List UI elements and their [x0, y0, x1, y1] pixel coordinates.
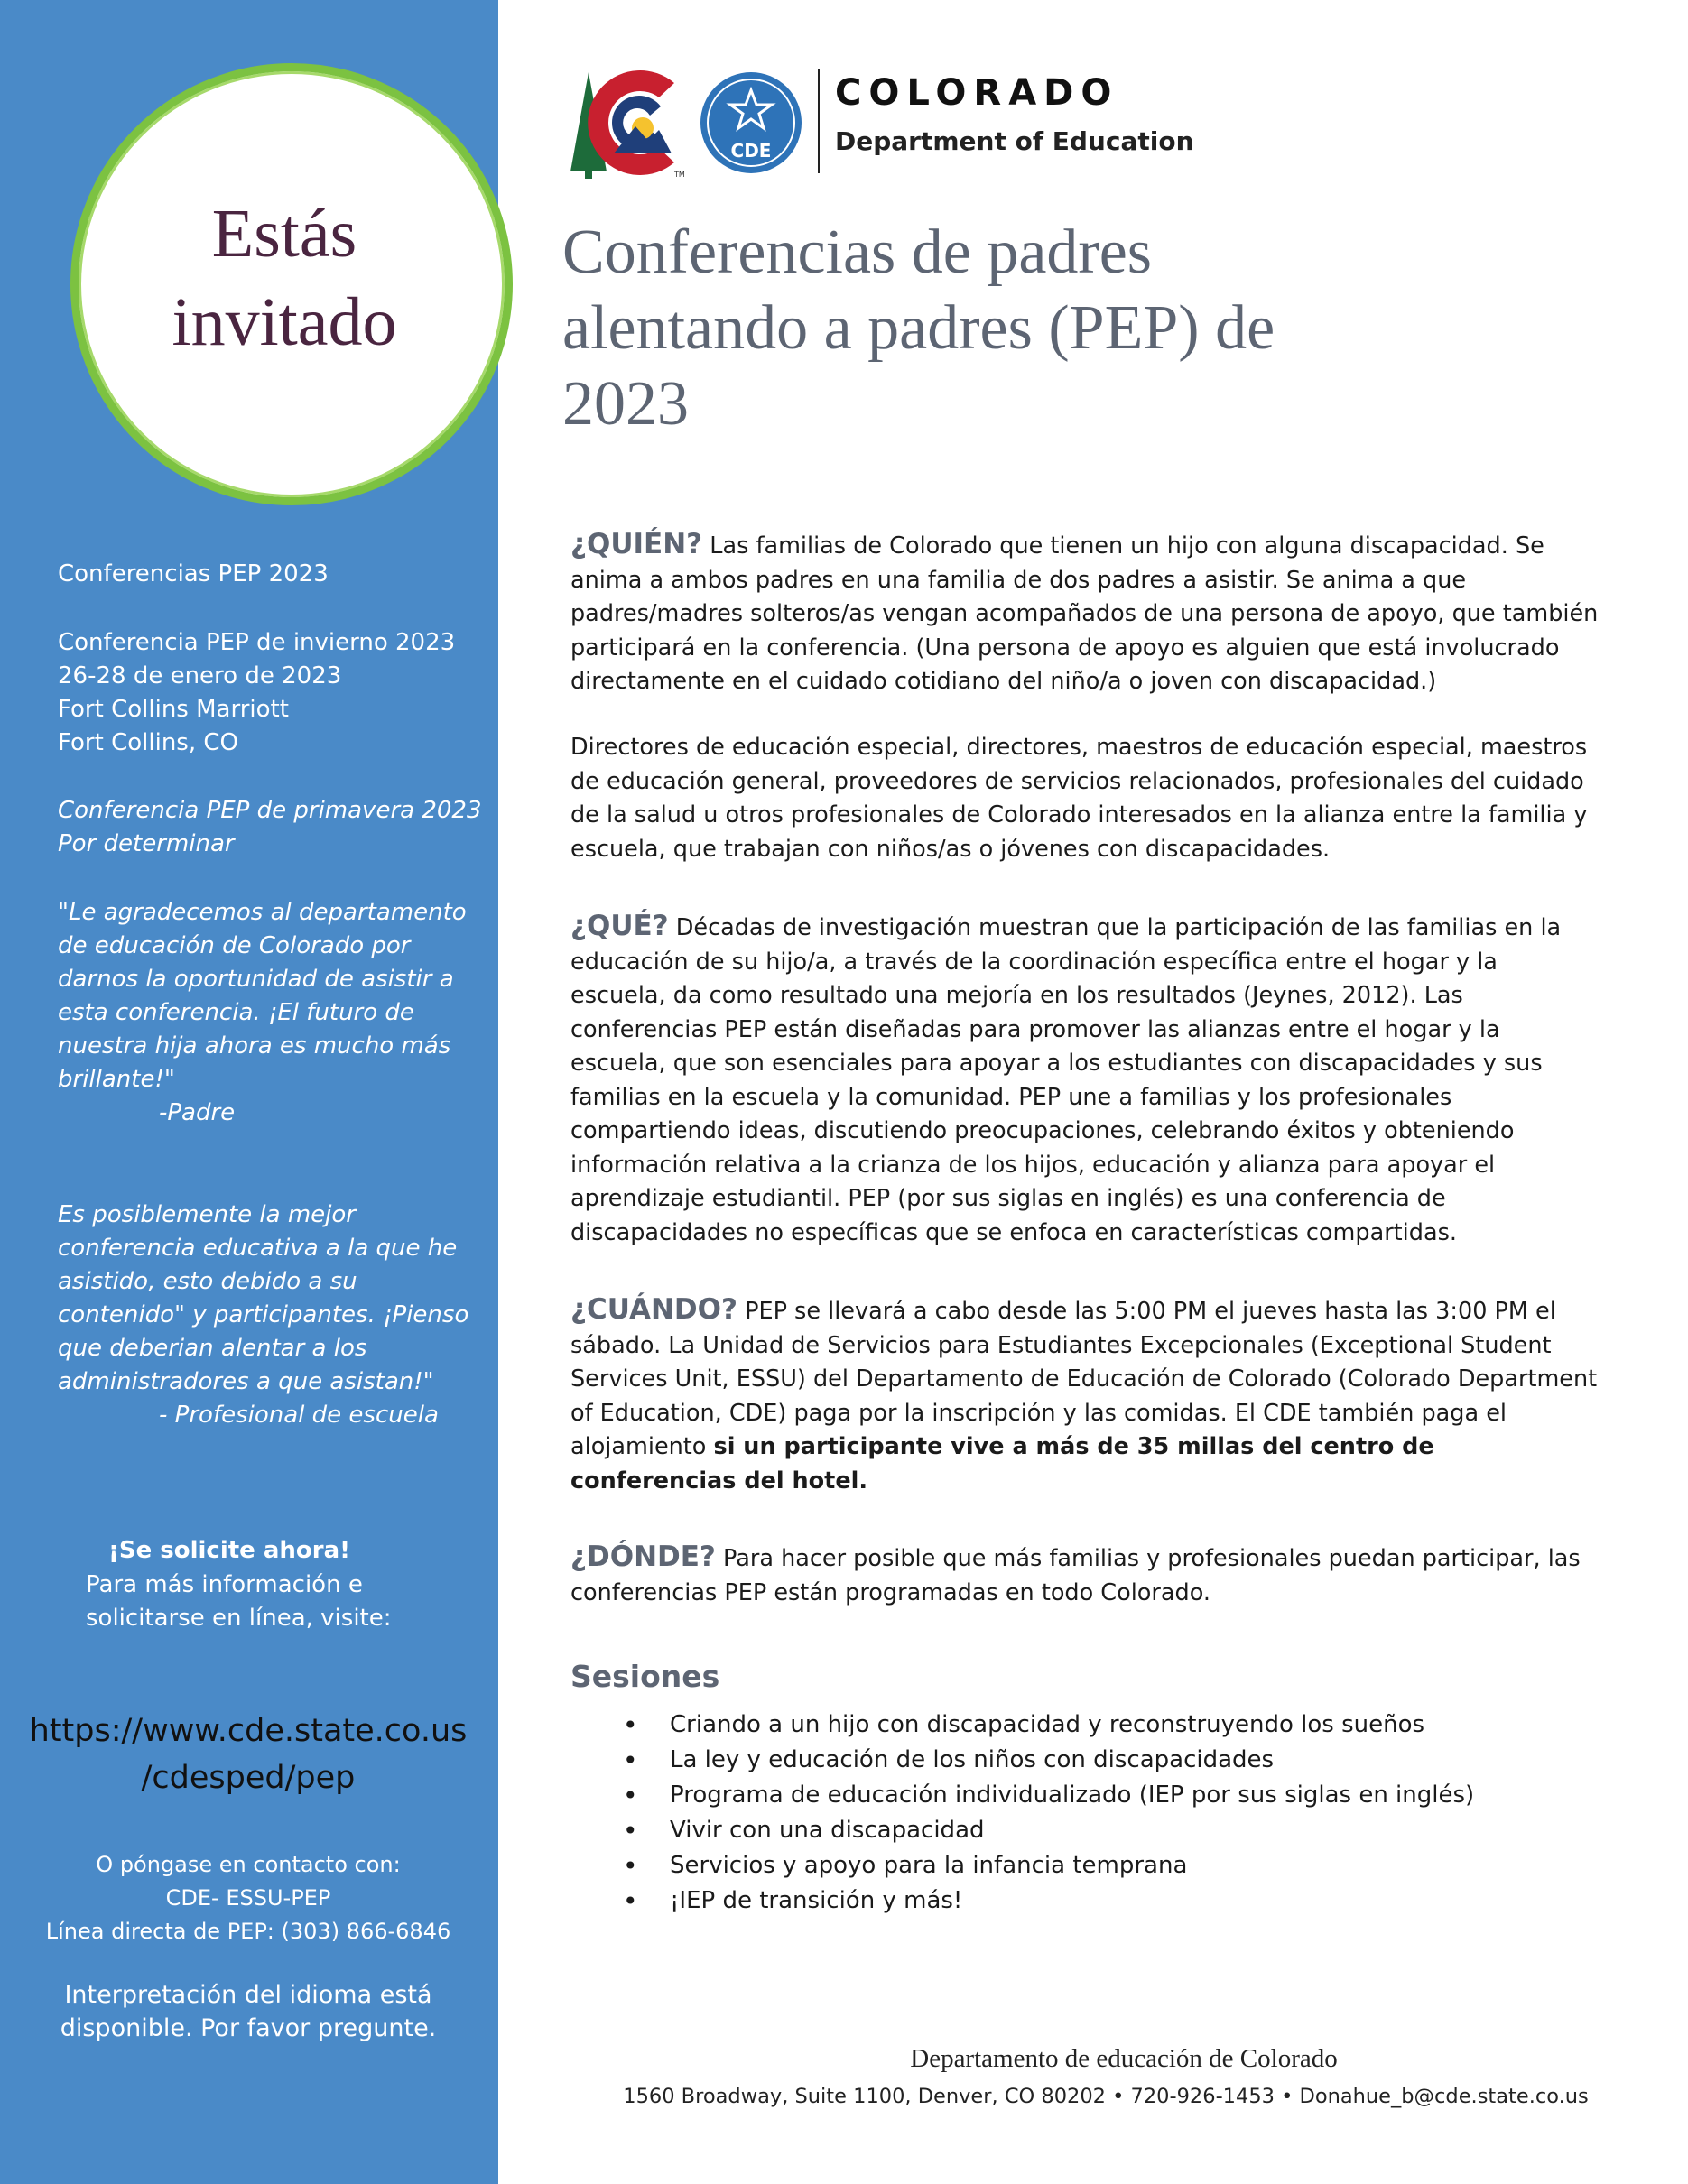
section-cuando	[570, 1293, 1600, 1498]
footer-organization: Departamento de educación de Colorado	[910, 2044, 1338, 2073]
logo-colorado: COLORADO	[835, 72, 1119, 114]
cuando-bold-text: si un participante vive a más de 35 millas del centro de conferencias del hotel.	[570, 1433, 1434, 1495]
hotline: Línea directa de PEP: (303) 866-6846	[45, 1919, 451, 1944]
list-item: • Programa de educación individualizado (IEP por sus siglas en inglés)	[623, 1778, 1474, 1813]
cuando-text: PEP se llevará a cabo desde las 5:00 PM el jueves hasta las 3:00 PM el sábado. La Unidad de Servicios para Estudiantes Excepcionales (Exceptional Student Services Unit, ESSU) del Departamento de Educación de Colorado (Colorado Department of Education, CDE) paga por la inscripción y las comidas. El CDE también paga el alojamiento	[570, 1298, 1598, 1460]
que-text: Décadas de investigación muestran que la participación de las familias en la educación de su hijo/a, a través de la coordinación específica entre el hogar y la escuela, da como resultado una mejoría en los resultados (Jeynes, 2012). Las conferencias PEP están diseñadas para promover las alianzas entre el hogar y la escuela, que son esenciales para apoyar a los estudiantes con discapacidades y sus familias en la escuela y la comunidad. PEP une a familias y los profesionales compartiendo ideas, discutiendo preocupaciones, celebrando éxitos y obteniendo información relativa a la crianza de los hijos, educación y alianza para apoyar el aprendizaje estudiantil. PEP (por sus siglas en inglés) es una conferencia de discapacidades no específicas que se enfoca en características compartidas.	[570, 914, 1562, 1246]
list-item: • Criando a un hijo con discapacidad y reconstruyendo los sueños	[623, 1707, 1474, 1743]
spring-title: Conferencia PEP de primavera 2023	[58, 797, 482, 824]
list-item: • La ley y educación de los niños con discapacidades	[623, 1743, 1474, 1778]
winter-dates: 26-28 de enero de 2023	[58, 662, 342, 689]
cuando-heading: ¿CUÁNDO?	[570, 1293, 737, 1326]
winter-title: Conferencia PEP de invierno 2023	[58, 629, 456, 656]
donde-text: Para hacer posible que más familias y profesionales puedan participar, las conferencias PEP están programadas en todo Colorado.	[570, 1545, 1581, 1606]
professional-quote-author: - Profesional de escuela	[159, 1402, 439, 1429]
spring-status: Por determinar	[58, 830, 235, 857]
logo-department: Department of Education	[835, 126, 1194, 156]
list-item: • Servicios y apoyo para la infancia temprana	[623, 1848, 1474, 1883]
professional-quote: Es posiblemente la mejor conferencia educativa a la que he asistido, esto debido a su contenido" y participantes. ¡Pienso que deberian alentar a los administradores a que asistan!" - Profesional de escuela	[58, 1198, 468, 1432]
website-link[interactable]: https://www.cde.state.co.us /cdesped/pep	[29, 1713, 468, 1796]
contact-info: O póngase en contacto con: CDE- ESSU-PEP Línea directa de PEP: (303) 866-6846	[27, 1848, 469, 1948]
parent-quote-author: -Padre	[159, 1099, 236, 1126]
section-donde	[570, 1541, 1600, 1610]
invitation-heading	[135, 190, 433, 366]
cde-badge-label: CDE	[730, 140, 772, 162]
section-que	[570, 910, 1600, 1250]
parent-quote: "Le agradecemos al departamento de educación de Colorado por darnos la oportunidad de asistir a esta conferencia. ¡El futuro de nuestra hija ahora es mucho más brillante!" -Padre	[58, 896, 467, 1130]
list-item: • ¡IEP de transición y más!	[623, 1883, 1474, 1919]
conference-title: Conferencias PEP 2023	[58, 560, 329, 588]
sessions-heading: Sesiones	[570, 1659, 720, 1694]
spring-conference	[58, 794, 482, 861]
donde-heading: ¿DÓNDE?	[570, 1541, 716, 1573]
more-info: Para más información e solicitarse en línea, visite:	[86, 1571, 392, 1632]
cde-badge-icon	[700, 72, 802, 173]
quien-heading: ¿QUIÉN?	[570, 528, 703, 560]
winter-venue: Fort Collins Marriott	[58, 696, 289, 723]
quien-text: Las familias de Colorado que tienen un hijo con alguna discapacidad. Se anima a ambos padres en una familia de dos padres a asistir. Se anima a que padres/madres solteros/as vengan acompañados de una persona de apoyo, que también participará en la conferencia. (Una persona de apoyo es alguien que está involucrado directamente en el cuidado cotidiano del niño/a o joven con discapacidad.)	[570, 532, 1599, 695]
interpretation-note: Interpretación del idioma está disponible. Por favor pregunte.	[60, 1981, 437, 2042]
list-item: • Vivir con una discapacidad	[623, 1813, 1474, 1848]
winter-city: Fort Collins, CO	[58, 729, 238, 756]
sessions-list	[623, 1707, 1474, 1919]
winter-conference	[58, 626, 455, 760]
que-heading: ¿QUÉ?	[570, 910, 669, 942]
invitation-line-1: Estás	[211, 196, 357, 272]
tm-mark: TM	[674, 171, 685, 179]
quien-professionals-text: Directores de educación especial, directores, maestros de educación especial, maestros de educación general, proveedores de servicios relacionados, profesionales del cuidado de la salud u otros profesionales de Colorado interesados en la alianza entre la familia y escuela, que trabajan con niños/as o jóvenes con discapacidades.	[570, 734, 1588, 863]
section-quien	[570, 528, 1600, 699]
page-title: Conferencias de padres alentando a padres (PEP) de 2023	[562, 217, 1275, 439]
footer-address: 1560 Broadway, Suite 1100, Denver, CO 80202 • 720-926-1453 • Donahue_b@cde.state.co.us	[623, 2085, 1589, 2108]
apply-now: ¡Se solicite ahora!	[108, 1537, 351, 1564]
section-quien-professionals	[570, 731, 1600, 866]
invitation-line-2: invitado	[172, 284, 397, 360]
